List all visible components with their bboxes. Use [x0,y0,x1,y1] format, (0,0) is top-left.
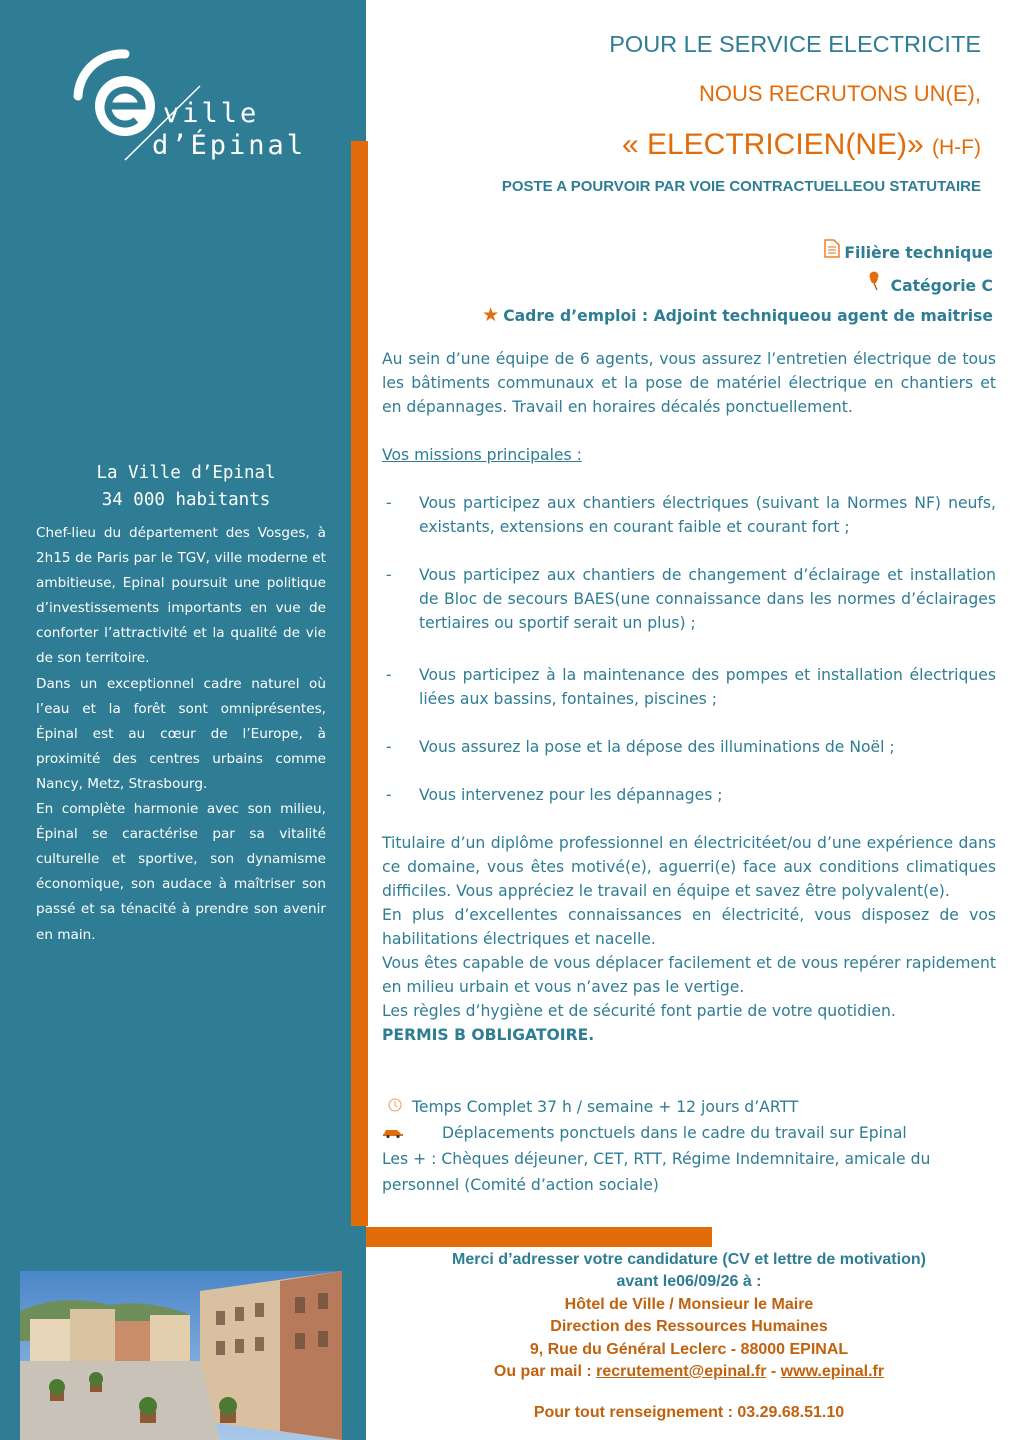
mission-text: Vous participez aux chantiers de changement d’éclairage et installation de Bloc de secours BAES(une connaissance dans les normes d’éclairages tertiaires ou sportif serait un plus) ; [419,566,996,632]
mission-item [386,563,996,635]
missions-title: Vos missions principales : [382,446,582,464]
benefits-line: Les + : Chèques déjeuner, CET, RTT, Régime Indemnitaire, amicale du personnel (Comité d’action sociale) [382,1150,931,1194]
city-paragraph: Dans un exceptionnel cadre naturel où l’eau et la forêt sont omniprésentes, Épinal est au cœur de l’Europe, à proximité des centres urbains comme Nancy, Metz, Strasbourg. [36,675,326,792]
clock-icon [388,1094,412,1120]
accent-bar-vertical [351,141,368,1226]
pushpin-icon [867,271,881,295]
bullet-dash: - [386,494,392,512]
city-paragraph: En complète harmonie avec son milieu, Épinal se caractérise par sa vitalité culturelle et sportive, son dynamisme économique, son audace à maîtriser son passé et sa ténacité à prendre son avenir en main. [36,801,326,943]
job-title [622,128,981,162]
position-type: POSTE A POURVOIR PAR VOIE CONTRACTUELLEOU STATUTAIRE [501,178,981,195]
mission-item [386,491,996,539]
missions-heading [382,443,996,467]
work-time-line [382,1094,996,1120]
bullet-dash: - [386,666,392,684]
logo-text-epinal: d’Épinal [152,130,307,161]
mission-item [386,783,996,807]
application-instructions: Merci d’adresser votre candidature (CV et lettre de motivation) [452,1251,926,1268]
cadre-line [482,304,993,326]
car-icon [382,1120,442,1146]
city-square-photo [20,1271,342,1440]
profile-text: Les règles d’hygiène et de sécurité font partie de votre quotidien. [382,1002,896,1020]
mission-item [386,735,996,759]
service-heading: POUR LE SERVICE ELECTRICITE [609,31,981,57]
city-paragraph: Chef-lieu du département des Vosges, à 2h15 de Paris par le TGV, ville moderne et ambitieuse, Epinal poursuit une politique d’investissements importants en vue de conforter l’attractivité et la qualité de vie de son territoire. [36,525,326,667]
bullet-dash: - [386,786,392,804]
work-time-text: Temps Complet 37 h / semaine + 12 jours d’ARTT [412,1098,799,1116]
recruiting-heading: NOUS RECRUTONS UN(E), [699,81,981,106]
bullet-dash: - [386,738,392,756]
application-deadline: avant le06/09/26 à : [616,1273,762,1290]
profile-section [382,831,996,1047]
phone-line: Pour tout renseignement : 03.29.68.51.10 [533,1404,845,1421]
website-link[interactable]: www.epinal.fr [780,1363,885,1380]
mission-item [386,663,996,711]
contact-mail-line [382,1361,996,1384]
logo-text-ville: ville [163,98,260,129]
accent-bar-horizontal [366,1227,712,1247]
bullet-dash: - [386,566,392,584]
sidebar [0,0,366,1440]
permis-requirement: PERMIS B OBLIGATOIRE. [382,1026,595,1044]
mission-text: Vous intervenez pour les dépannages ; [419,786,723,804]
job-title-text: « ELECTRICIEN(NE)» [621,128,924,161]
city-population: 34 000 habitants [101,490,271,510]
job-gender: (H-F) [932,136,981,159]
address-line: Hôtel de Ville / Monsieur le Maire [564,1296,814,1313]
profile-text: En plus d’excellentes connaissances en électricité, vous disposez de vos habilitations électriques et nacelle. [382,906,996,948]
job-intro [382,347,996,419]
categorie-text: Catégorie C [890,277,993,295]
mission-text: Vous participez à la maintenance des pompes et installation électriques liées aux bassins, fontaines, piscines ; [419,666,996,708]
email-link[interactable]: recrutement@epinal.fr [596,1363,767,1380]
document-icon [824,239,840,262]
mission-text: Vous participez aux chantiers électriques (suivant la Normes NF) neufs, existants, extensions en courant faible et courant fort ; [419,494,996,536]
city-title: La Ville d’Epinal [96,463,276,483]
address-line: Direction des Ressources Humaines [550,1318,828,1335]
star-icon: ★ [482,304,500,326]
profile-text: Titulaire d’un diplôme professionnel en électricitéet/ou d’une expérience dans ce domaine, vous êtes motivé(e), aguerri(e) face aux conditions climatiques difficiles. Vous appréciez le travail en équipe et savez être polyvalent(e). [382,834,996,900]
filiere-text: Filière technique [844,244,993,262]
mail-prefix: Ou par mail : [493,1363,597,1380]
travel-line [382,1120,996,1146]
link-separator: - [766,1363,781,1380]
city-description [36,521,326,948]
mission-text: Vous assurez la pose et la dépose des illuminations de Noël ; [419,738,895,756]
categorie-line [867,271,993,295]
travel-text: Déplacements ponctuels dans le cadre du travail sur Epinal [442,1124,907,1142]
intro-text: Au sein d’une équipe de 6 agents, vous assurez l’entretien électrique de tous les bâtiments communaux et la pose de matériel électrique en chantiers et en dépannages. Travail en horaires décalés ponctuellement. [382,350,996,416]
filiere-line [824,239,993,262]
address-line: 9, Rue du Général Leclerc - 88000 EPINAL [529,1341,849,1358]
cadre-text: Cadre d’emploi : Adjoint techniqueou agent de maitrise [503,307,993,325]
profile-text: Vous êtes capable de vous déplacer facilement et de vous repérer rapidement en milieu urbain et vous n’avez pas le vertige. [382,954,996,996]
